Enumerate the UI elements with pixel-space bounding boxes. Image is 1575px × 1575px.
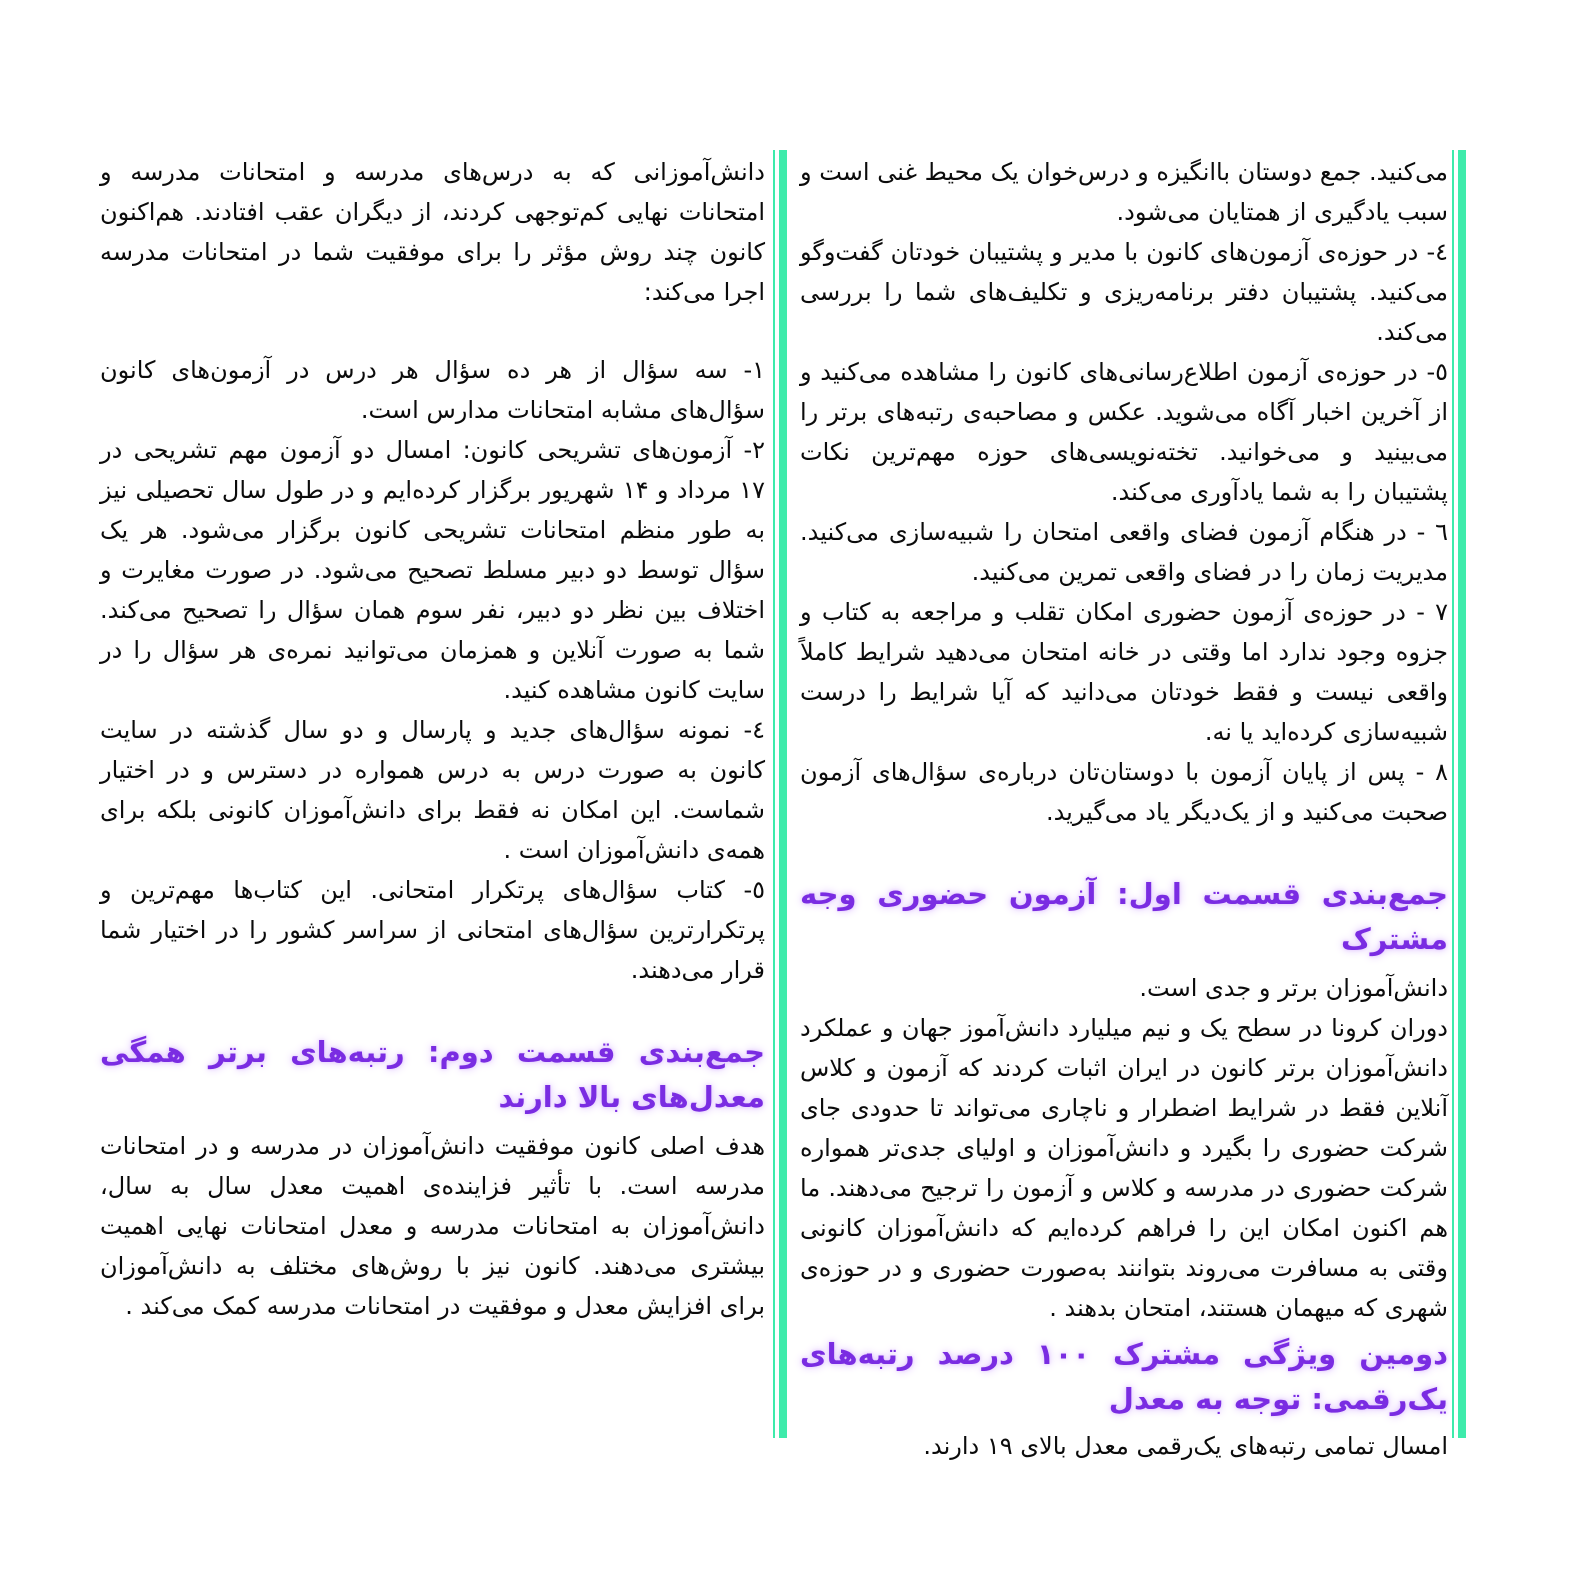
- body-paragraph-item-2: ٢- آزمون‌های تشریحی کانون: امسال دو آزمون مهم تشریحی در ۱۷ مرداد و ۱۴ شهریور برگزار کرده‌ایم و در طول سال تحصیلی نیز به طور منظم امتحانات تشریحی کانون برگزار می‌شود. هر یک سؤال توسط دو دبیر مسلط تصحیح می‌شود. در صورت مغایرت و اختلاف بین نظر دو دبیر، نفر سوم همان سؤال را تصحیح می‌کند. شما به صورت آنلاین و همزمان می‌توانید نمره‌ی هر سؤال را در سایت کانون مشاهده کنید.: [100, 436, 765, 704]
- edge-thin-line: [1452, 150, 1454, 1438]
- divider-thin-line: [773, 150, 775, 1438]
- body-paragraph-item-8: ٨ - پس از پایان آزمون با دوستان‌تان درباره‌ی سؤال‌های آزمون صحبت می‌کنید و از یک‌دیگر یاد می‌گیرید.: [800, 758, 1448, 826]
- body-paragraph-item-6: ٦ - در هنگام آزمون فضای واقعی امتحان را شبیه‌سازی می‌کنید. مدیریت زمان را در فضای واقعی تمرین می‌کنید.: [800, 518, 1448, 586]
- body-paragraph: می‌کنید. جمع دوستان باانگیزه و درس‌خوان یک محیط غنی است و سبب یادگیری از همتایان می‌شود.: [800, 158, 1448, 226]
- body-paragraph-item-7: ٧ - در حوزه‌ی آزمون حضوری امکان تقلب و مراجعه به کتاب و جزوه وجود ندارد اما وقتی در خانه امتحان می‌دهید شرایط کاملاً واقعی نیست و فقط خودتان می‌دانید که آیا شرایط را درست شبیه‌سازی کرده‌اید یا نه.: [800, 598, 1448, 746]
- body-paragraph-item-4: ٤- نمونه سؤال‌های جدید و پارسال و دو سال گذشته در سایت کانون به صورت درس به درس همواره در دسترس و در اختیار شماست. این امکان نه فقط برای دانش‌آموزان کانونی بلکه برای همه‌ی دانش‌آموزان است .: [100, 716, 765, 864]
- body-paragraph-item-5: ٥- کتاب سؤال‌های پرتکرار امتحانی. این کتاب‌ها مهم‌ترین و پرتکرارترین سؤال‌های امتحانی از سراسر کشور را در اختیار شما قرار می‌دهند.: [100, 876, 765, 984]
- body-paragraph: دوران کرونا در سطح یک و نیم میلیارد دانش‌آموز جهان و عملکرد دانش‌آموزان برتر کانون در ایران اثبات کردند که آزمون و کلاس آنلاین فقط در شرایط اضطرار و ناچاری می‌تواند تا حدودی جای شرکت حضوری را بگیرد و دانش‌آموزان و اولیای جدی‌تر همواره شرکت حضوری در مدرسه و کلاس و آزمون را ترجیح می‌دهند. ما هم اکنون امکان این را فراهم کرده‌ایم که دانش‌آموزان کانونی وقتی به مسافرت می‌روند بتوانند به‌صورت حضوری و در حوزه‌ی شهری که میهمان هستند، امتحان بدهند .: [800, 1014, 1448, 1322]
- body-paragraph: امسال تمامی رتبه‌های یک‌رقمی معدل بالای ۱۹ دارند.: [923, 1432, 1448, 1460]
- page-edge-rule: [1452, 150, 1466, 1438]
- right-column: [800, 152, 1448, 1466]
- body-paragraph-item-1: ١- سه سؤال از هر ده سؤال هر درس در آزمون‌های کانون سؤال‌های مشابه امتحانات مدارس است.: [100, 356, 765, 424]
- left-column: [100, 152, 765, 1326]
- body-paragraph-item-5: ٥- در حوزه‌ی آزمون اطلاع‌رسانی‌های کانون را مشاهده می‌کنید و از آخرین اخبار آگاه می‌شوید. عکس و مصاحبه‌ی رتبه‌های برتر را می‌بینید و می‌خوانید. تخته‌نویسی‌های حوزه مهم‌ترین نکات پشتیبان را به شما یادآوری می‌کند.: [800, 358, 1448, 506]
- section-heading-summary-part-two: جمع‌بندی قسمت دوم: رتبه‌های برتر همگی معدل‌های بالا دارند: [100, 1035, 765, 1114]
- body-paragraph: دانش‌آموزان برتر و جدی است.: [1139, 974, 1448, 1002]
- divider-thick-line: [779, 150, 787, 1438]
- body-paragraph-intro: دانش‌آموزانی که به درس‌های مدرسه و امتحانات مدرسه و امتحانات نهایی کم‌توجهی کردند، از دیگران عقب افتادند. هم‌اکنون کانون چند روش مؤثر را برای موفقیت شما در امتحانات مدرسه اجرا می‌کند:: [100, 158, 765, 306]
- body-paragraph-item-4: ٤- در حوزه‌ی آزمون‌های کانون با مدیر و پشتیبان خودتان گفت‌وگو می‌کنید. پشتیبان دفتر برنامه‌ریزی و تکلیف‌های شما را بررسی می‌کند.: [800, 238, 1448, 346]
- body-paragraph: هدف اصلی کانون موفقیت دانش‌آموزان در مدرسه و در امتحانات مدرسه است. با تأثیر فزاینده‌ی اهمیت معدل سال به سال، دانش‌آموزان به امتحانات مدرسه و معدل امتحانات نهایی اهمیت بیشتری می‌دهند. کانون نیز با روش‌های مختلف به دانش‌آموزان برای افزایش معدل و موفقیت در امتحانات مدرسه کمک می‌کند .: [100, 1132, 765, 1320]
- section-heading-second-feature: دومین ویژگی مشترک ۱۰۰ درصد رتبه‌های یک‌رقمی: توجه به معدل: [800, 1337, 1448, 1416]
- section-heading-summary-part-one: جمع‌بندی قسمت اول: آزمون حضوری وجه مشترک: [800, 877, 1448, 956]
- column-divider-rule: [773, 150, 787, 1438]
- edge-thick-line: [1458, 150, 1466, 1438]
